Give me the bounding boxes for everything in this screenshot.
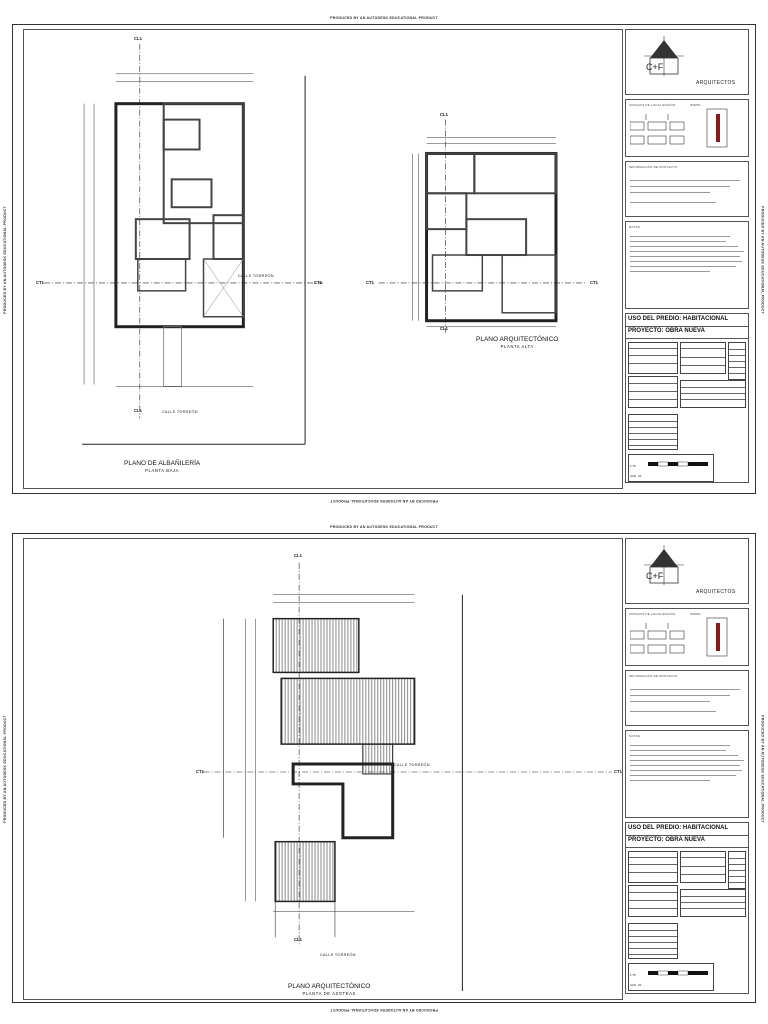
notes-heading: NOTAS: [629, 734, 641, 738]
room-d: [213, 215, 243, 259]
watermark-left: PRODUCED BY AN AUTODESK EDUCATIONAL PRODUCT: [3, 715, 7, 823]
axis-label-ct1-right-right: CT1: [590, 280, 598, 285]
room-a: [164, 120, 200, 150]
surface-table: [680, 889, 746, 917]
responsible-table: [628, 885, 678, 917]
roof-plan: [273, 619, 414, 938]
project-info-panel: [625, 161, 749, 217]
watermark-top: PRODUCED BY AN AUTODESK EDUCATIONAL PRODUCT: [330, 525, 438, 529]
room-b: [172, 179, 212, 207]
project-table: [680, 851, 726, 883]
plan-subtitle-text: PLANTA BAJA: [145, 468, 180, 473]
axis-label-cl1-top: CL1: [294, 553, 302, 558]
driveway: [164, 327, 182, 387]
upper-stair: [433, 255, 483, 291]
axis-label-ct1-right: CT1: [614, 769, 622, 774]
plan-subtitle-text: PLANTA DE AZOTEAS: [302, 991, 356, 996]
plan-planta-alta: [427, 153, 556, 320]
drawing-sheet-2: [3, 525, 765, 1012]
notes-heading: NOTAS: [629, 225, 641, 229]
axis-label-ct1-left: CT1: [36, 280, 44, 285]
logo-letters: C+F: [646, 571, 664, 581]
logo-caption: ARQUITECTOS: [696, 589, 736, 595]
street-label-side: CALLE TORREÓN: [238, 274, 274, 278]
stair: [138, 259, 186, 291]
axis-label-cl1-bottom: CL1: [294, 937, 302, 942]
sheet-number: ALB - 01: [630, 983, 642, 987]
plan-title-text: PLANO DE ALBAÑILERÍA: [124, 460, 201, 467]
escala-value: 1:75: [630, 973, 636, 977]
roof-plan-drawing: [24, 539, 622, 999]
plan-title-azoteas: [288, 983, 370, 996]
roof-slab-step: [363, 744, 393, 774]
plan-title-text: PLANO ARQUITECTÓNICO: [288, 983, 371, 990]
north-arrow-icon: [706, 617, 728, 657]
project-table: [680, 342, 726, 374]
scale-bar-icon: [648, 969, 708, 977]
location-sketch: [630, 623, 686, 663]
floor-plan-drawings: [24, 30, 622, 488]
proyecto-label: PROYECTO: OBRA NUEVA: [628, 837, 705, 843]
rear-block: [164, 104, 244, 223]
roof-slab-rear: [273, 619, 359, 673]
axis-label-ct1-right-left: CT1: [366, 280, 374, 285]
uso-del-predio: USO DEL PREDIO: HABITACIONAL: [628, 825, 729, 831]
responsible-table: [628, 376, 678, 408]
location-panel: [625, 608, 749, 666]
title-block: [625, 29, 749, 489]
drawing-area: [23, 538, 623, 1000]
project-data-panel: [625, 313, 749, 483]
plan-title-albanileria: [124, 460, 200, 473]
logo-caption: ARQUITECTOS: [696, 80, 736, 86]
logo-panel: [625, 29, 749, 95]
proyecto-label: PROYECTO: OBRA NUEVA: [628, 328, 705, 334]
location-panel: [625, 99, 749, 157]
logo-panel: [625, 538, 749, 604]
notes-panel: [625, 730, 749, 818]
axis-label-cl1-bottom: CL1: [134, 408, 142, 413]
project-info-panel: [625, 670, 749, 726]
scale-bar-icon: [648, 460, 708, 468]
quantities-table: [628, 923, 678, 959]
escala-value: 1:75: [630, 464, 636, 468]
street-label-bottom: CALLE TORREÓN: [320, 953, 356, 957]
watermark-left: PRODUCED BY AN AUTODESK EDUCATIONAL PRODUCT: [3, 206, 7, 314]
axis-label-cl1-upper-top: CL1: [440, 112, 448, 117]
watermark-right: PRODUCED BY AN AUTODESK EDUCATIONAL PRODUCT: [761, 206, 765, 314]
location-heading: CROQUIS DE LOCALIZACIÓN: [629, 103, 676, 107]
upper-room-d: [466, 219, 526, 255]
area-table: [728, 342, 746, 380]
area-table: [728, 851, 746, 889]
location-sketch: [630, 114, 686, 154]
owner-table: [628, 851, 678, 883]
axis-label-ct1-left: CT1: [196, 769, 204, 774]
upper-room-a: [427, 153, 475, 193]
room-c: [136, 219, 190, 259]
drawing-sheet-1: [3, 16, 765, 503]
watermark-bottom: PRODUCED BY AN AUTODESK EDUCATIONAL PRODUCT: [330, 1008, 438, 1012]
upper-room-b: [474, 153, 556, 193]
plan-title-arquitectonico: [476, 336, 558, 349]
upper-terrace: [502, 255, 556, 313]
plan-title-text: PLANO ARQUITECTÓNICO: [476, 336, 559, 343]
north-heading: NORTE: [690, 612, 701, 616]
surface-table: [680, 380, 746, 408]
watermark-right: PRODUCED BY AN AUTODESK EDUCATIONAL PRODUCT: [761, 715, 765, 823]
north-heading: NORTE: [690, 103, 701, 107]
quantities-table: [628, 414, 678, 450]
north-arrow-icon: [706, 108, 728, 148]
drawing-area: [23, 29, 623, 489]
logo-letters: C+F: [646, 62, 664, 72]
location-heading: CROQUIS DE LOCALIZACIÓN: [629, 612, 676, 616]
sheet-number: ALB - 01: [630, 474, 642, 478]
exterior-walls-upper: [427, 153, 556, 320]
axis-label-cl1-top: CL1: [134, 36, 142, 41]
axis-label-ct1-mid: CT1: [314, 280, 322, 285]
info-heading: INFORMACIÓN DE PROYECTO: [629, 674, 678, 678]
watermark-top: PRODUCED BY AN AUTODESK EDUCATIONAL PRODUCT: [330, 16, 438, 20]
upper-room-c: [427, 193, 467, 229]
project-data-panel: [625, 822, 749, 994]
roof-slab-front: [275, 842, 335, 902]
plan-subtitle-text: PLANTA ALTA: [500, 344, 534, 349]
owner-table: [628, 342, 678, 374]
roof-parapet: [293, 764, 393, 838]
watermark-bottom: PRODUCED BY AN AUTODESK EDUCATIONAL PRODUCT: [330, 499, 438, 503]
uso-del-predio: USO DEL PREDIO: HABITACIONAL: [628, 316, 729, 322]
notes-panel: [625, 221, 749, 309]
axis-label-cl1-upper-bottom: CL1: [440, 326, 448, 331]
roof-slab-main: [281, 678, 414, 744]
street-label-side: CALLE TORREÓN: [394, 763, 430, 767]
street-label-bottom: CALLE TORREÓN: [162, 410, 198, 414]
info-heading: INFORMACIÓN DE PROYECTO: [629, 165, 678, 169]
plan-planta-baja: [116, 104, 243, 387]
title-block: [625, 538, 749, 1000]
